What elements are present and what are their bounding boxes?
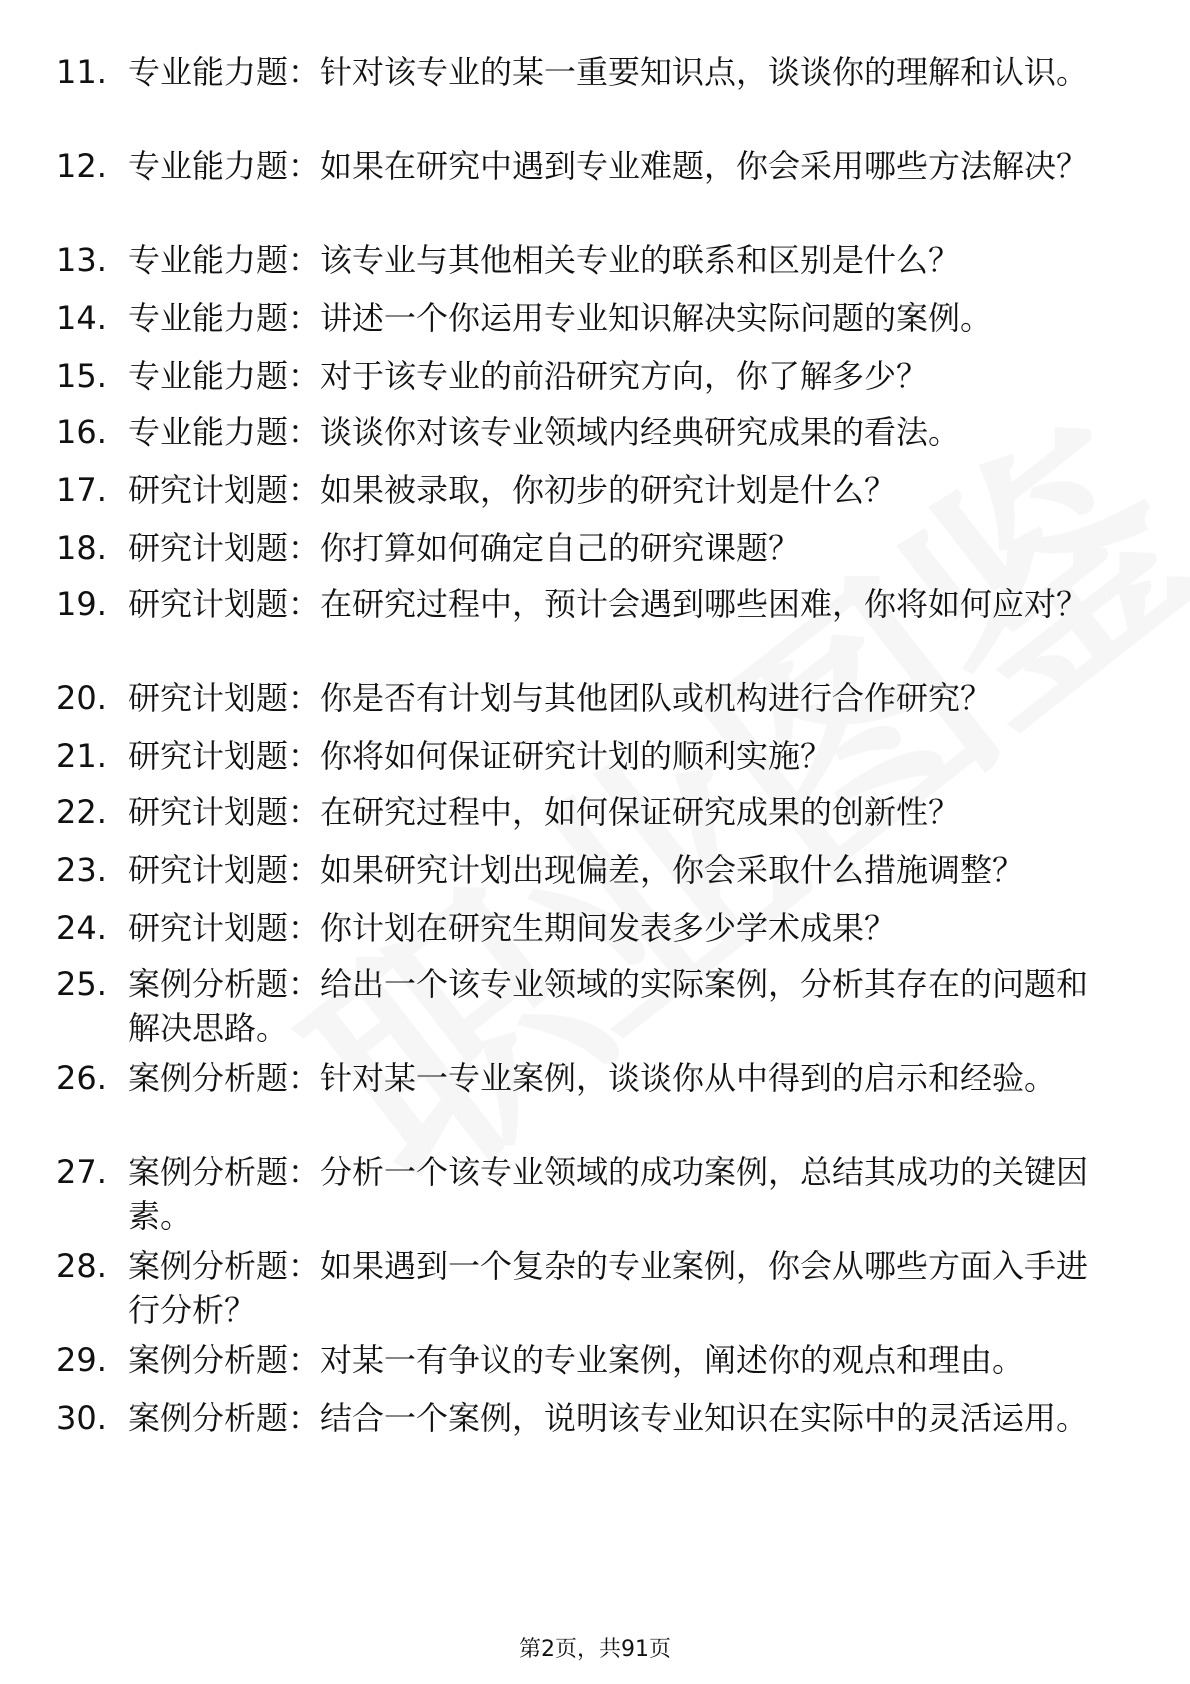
item-text: 案例分析题：针对某一专业案例，谈谈你从中得到的启示和经验。 bbox=[128, 1059, 1057, 1097]
item-number: 13. bbox=[56, 241, 107, 279]
item-number: 24. bbox=[56, 909, 107, 947]
item-text: 研究计划题：你计划在研究生期间发表多少学术成果？ bbox=[128, 909, 897, 947]
item-text: 专业能力题：讲述一个你运用专业知识解决实际问题的案例。 bbox=[128, 299, 993, 337]
item-number: 30. bbox=[56, 1399, 107, 1437]
item-number: 18. bbox=[56, 529, 107, 567]
item-text: 研究计划题：你将如何保证研究计划的顺利实施？ bbox=[128, 737, 833, 775]
item-number: 16. bbox=[56, 413, 107, 451]
item-number: 21. bbox=[56, 737, 107, 775]
item-number: 20. bbox=[56, 679, 107, 717]
item-text: 专业能力题：对于该专业的前沿研究方向，你了解多少？ bbox=[128, 357, 929, 395]
item-text: 专业能力题：针对该专业的某一重要知识点，谈谈你的理解和认识。 bbox=[128, 53, 1089, 91]
item-number: 15. bbox=[56, 357, 107, 395]
item-number: 27. bbox=[56, 1153, 107, 1191]
item-number: 19. bbox=[56, 585, 107, 623]
item-number: 22. bbox=[56, 793, 107, 831]
item-number: 26. bbox=[56, 1059, 107, 1097]
item-number: 23. bbox=[56, 851, 107, 889]
item-text: 研究计划题：在研究过程中，预计会遇到哪些困难，你将如何应对？ bbox=[128, 585, 1089, 623]
item-text: 案例分析题：如果遇到一个复杂的专业案例，你会从哪些方面入手进行分析？ bbox=[128, 1247, 1089, 1329]
item-text: 案例分析题：分析一个该专业领域的成功案例，总结其成功的关键因素。 bbox=[128, 1153, 1089, 1235]
item-number: 29. bbox=[56, 1341, 107, 1379]
item-text: 研究计划题：如果研究计划出现偏差，你会采取什么措施调整？ bbox=[128, 851, 1025, 889]
item-number: 11. bbox=[56, 53, 107, 91]
item-text: 研究计划题：如果被录取，你初步的研究计划是什么？ bbox=[128, 471, 897, 509]
item-number: 14. bbox=[56, 299, 107, 337]
page-number-label: 第2页，共91页 bbox=[519, 1637, 671, 1662]
item-text: 专业能力题：该专业与其他相关专业的联系和区别是什么？ bbox=[128, 241, 961, 279]
item-text: 研究计划题：你是否有计划与其他团队或机构进行合作研究？ bbox=[128, 679, 993, 717]
item-number: 17. bbox=[56, 471, 107, 509]
item-text: 案例分析题：对某一有争议的专业案例，阐述你的观点和理由。 bbox=[128, 1341, 1025, 1379]
item-number: 28. bbox=[56, 1247, 107, 1285]
page-footer bbox=[0, 1632, 1190, 1663]
item-text: 专业能力题：谈谈你对该专业领域内经典研究成果的看法。 bbox=[128, 413, 961, 451]
item-text: 专业能力题：如果在研究中遇到专业难题，你会采用哪些方法解决？ bbox=[128, 147, 1089, 185]
item-text: 案例分析题：结合一个案例，说明该专业知识在实际中的灵活运用。 bbox=[128, 1399, 1089, 1437]
item-number: 12. bbox=[56, 147, 107, 185]
item-text: 研究计划题：在研究过程中，如何保证研究成果的创新性？ bbox=[128, 793, 961, 831]
item-text: 研究计划题：你打算如何确定自己的研究课题？ bbox=[128, 529, 801, 567]
item-text: 案例分析题：给出一个该专业领域的实际案例，分析其存在的问题和解决思路。 bbox=[128, 965, 1089, 1047]
item-number: 25. bbox=[56, 965, 107, 1003]
